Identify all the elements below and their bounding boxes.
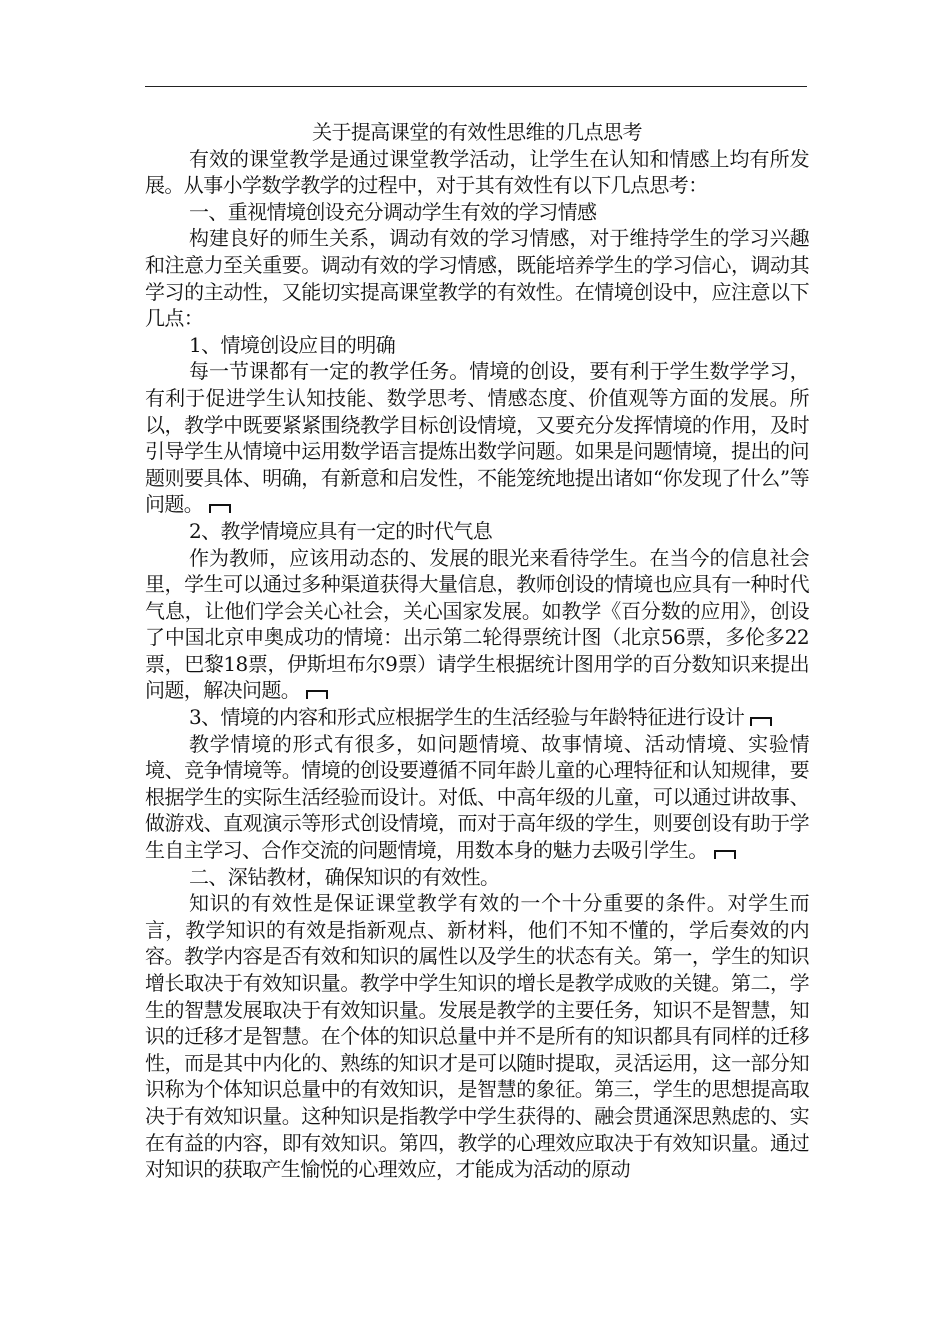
intro-paragraph: 有效的课堂教学是通过课堂教学活动，让学生在认知和情感上均有所发展。从事小学数学教学的过程中，对于其有效性有以下几点思考：	[145, 146, 809, 198]
section-heading-2: 二、深钻教材，确保知识的有效性。	[189, 864, 500, 889]
section-1-paragraph: 构建良好的师生关系，调动有效的学习情感，对于维持学生的学习兴趣和注意力至关重要。调动有效的学习情感，既能培养学生的学习信心，调动其学习的主动性，又能切实提高课堂教学的有效性。在情境创设中，应注意以下几点：	[145, 226, 809, 331]
subheading-1-2: 2、教学情境应具有一定的时代气息	[189, 518, 493, 543]
header-rule	[145, 86, 807, 87]
subheading-1-1: 1、情境创设应目的明确	[189, 332, 396, 357]
paragraph-text: 3、情境的内容和形式应根据学生的生活经验与年龄特征进行设计	[189, 705, 745, 730]
subsection-1-3-paragraph	[145, 731, 809, 864]
section-heading-1: 一、重视情境创设充分调动学生有效的学习情感	[189, 199, 597, 224]
edit-mark-icon	[750, 717, 772, 726]
edit-mark-icon	[306, 690, 328, 699]
subsection-1-1-paragraph	[145, 358, 809, 518]
paragraph-text: 教学情境的形式有很多，如问题情境、故事情境、活动情境、实验情境、竞争情境等。情境的创设要遵循不同年龄儿童的心理特征和认知规律，要根据学生的实际生活经验而设计。对低、中高年级的儿童，可以通过讲故事、做游戏、直观演示等形式创设情境，而对于高年级的学生，则要创设有助于学生自主学习、合作交流的问题情境，用数本身的魅力去吸引学生。	[145, 731, 809, 863]
document-title: 关于提高课堂的有效性思维的几点思考	[312, 120, 642, 144]
paragraph-text: 每一节课都有一定的教学任务。情境的创设，要有利于学生数学学习，有利于促进学生认知技能、数学思考、情感态度、价值观等方面的发展。所以，教学中既要紧紧围绕教学目标创设情境，又要充分发挥情境的作用，及时引导学生从情境中运用数学语言提炼出数学问题。如果是问题情境，提出的问题则要具体、明确，有新意和启发性，不能笼统地提出诸如“你发现了什么”等问题。	[145, 359, 809, 517]
document-body	[145, 119, 809, 1183]
paragraph-text: 作为教师，应该用动态的、发展的眼光来看待学生。在当今的信息社会里，学生可以通过多种渠道获得大量信息，教师创设的情境也应具有一种时代气息，让他们学会关心社会，关心国家发展。如教学《百分数的应用》，创设了中国北京申奥成功的情境：出示第二轮得票统计图（北京56票，多伦多22票，巴黎18票，伊斯坦布尔9票）请学生根据统计图用学的百分数知识来提出问题，解决问题。	[145, 545, 809, 703]
subheading-1-3	[145, 704, 809, 731]
edit-mark-icon	[209, 504, 231, 513]
subsection-1-2-paragraph	[145, 545, 809, 705]
edit-mark-icon	[714, 850, 736, 859]
section-2-paragraph: 知识的有效性是保证课堂教学有效的一个十分重要的条件。对学生而言，教学知识的有效是指新观点、新材料，他们不知不懂的，学后奏效的内容。教学内容是否有效和知识的属性以及学生的状态有关。第一，学生的知识增长取决于有效知识量。教学中学生知识的增长是教学成败的关键。第二，学生的智慧发展取决于有效知识量。发展是教学的主要任务，知识不是智慧，知识的迁移才是智慧。在个体的知识总量中并不是所有的知识都具有同样的迁移性，而是其中内化的、熟练的知识才是可以随时提取，灵活运用，这一部分知识称为个体知识总量中的有效知识，是智慧的象征。第三，学生的思想提高取决于有效知识量。这种知识是指教学中学生获得的、融会贯通深思熟虑的、实在有益的内容，即有效知识。第四，教学的心理效应取决于有效知识量。通过对知识的获取产生愉悦的心理效应，才能成为活动的原动	[145, 891, 809, 1182]
